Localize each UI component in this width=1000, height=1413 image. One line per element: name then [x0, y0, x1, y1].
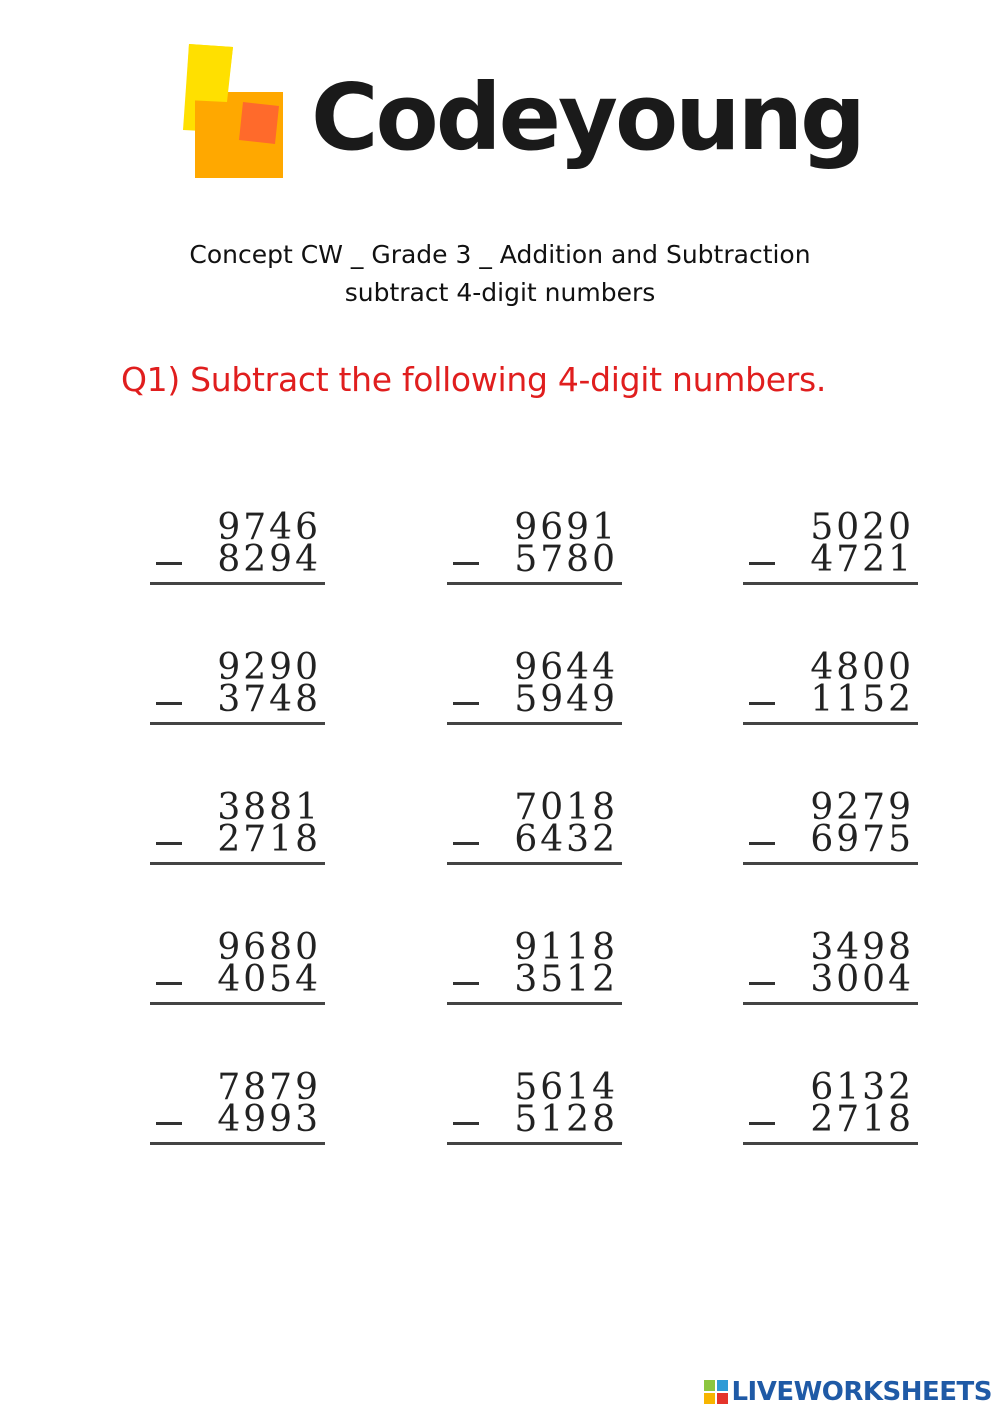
subtrahend: 4054	[217, 959, 321, 1000]
liveworksheets-watermark	[704, 1377, 992, 1407]
answer-line	[743, 862, 918, 865]
minus-sign	[156, 562, 182, 565]
minus-sign	[156, 982, 182, 985]
minuend: 3881	[217, 787, 321, 828]
subtrahend: 6432	[514, 819, 618, 860]
subtrahend: 5128	[514, 1099, 618, 1140]
minus-sign	[749, 1122, 775, 1125]
answer-line	[447, 862, 622, 865]
minuend: 9290	[217, 647, 321, 688]
watermark-text: LIVEWORKSHEETS	[731, 1377, 992, 1407]
minuend: 4800	[810, 647, 914, 688]
subtraction-problem-4	[150, 647, 325, 730]
answer-line	[150, 1142, 325, 1145]
minus-sign	[453, 702, 479, 705]
minus-sign	[749, 562, 775, 565]
subtrahend: 4721	[810, 539, 914, 580]
subtrahend: 6975	[810, 819, 914, 860]
minus-sign	[453, 842, 479, 845]
minus-sign	[453, 982, 479, 985]
minuend: 5614	[514, 1067, 618, 1108]
subtrahend: 3512	[514, 959, 618, 1000]
subtraction-problem-8	[447, 787, 622, 870]
codeyoung-logo	[183, 42, 863, 197]
minuend: 9746	[217, 507, 321, 548]
minus-sign	[453, 562, 479, 565]
minuend: 7879	[217, 1067, 321, 1108]
answer-line	[743, 722, 918, 725]
subtraction-problem-13	[150, 1067, 325, 1150]
minuend: 9279	[810, 787, 914, 828]
subtraction-problem-2	[447, 507, 622, 590]
answer-line	[447, 722, 622, 725]
subtrahend: 3748	[217, 679, 321, 720]
minuend: 9118	[514, 927, 618, 968]
answer-line	[743, 582, 918, 585]
minus-sign	[453, 1122, 479, 1125]
answer-line	[150, 862, 325, 865]
subtrahend: 1152	[810, 679, 914, 720]
minus-sign	[156, 842, 182, 845]
subtraction-problem-14	[447, 1067, 622, 1150]
minuend: 5020	[810, 507, 914, 548]
subtraction-problem-9	[743, 787, 918, 870]
subtrahend: 5949	[514, 679, 618, 720]
question-label: Q1) Subtract the following 4-digit numbers.	[121, 360, 827, 399]
subtrahend: 2718	[217, 819, 321, 860]
minuend: 9691	[514, 507, 618, 548]
subtrahend: 5780	[514, 539, 618, 580]
minuend: 9644	[514, 647, 618, 688]
subtraction-problem-5	[447, 647, 622, 730]
subtraction-problem-10	[150, 927, 325, 1010]
minuend: 3498	[810, 927, 914, 968]
answer-line	[150, 722, 325, 725]
subtraction-problem-12	[743, 927, 918, 1010]
minuend: 9680	[217, 927, 321, 968]
subtraction-problem-11	[447, 927, 622, 1010]
answer-line	[447, 1142, 622, 1145]
answer-line	[447, 582, 622, 585]
minus-sign	[749, 842, 775, 845]
subtraction-problem-7	[150, 787, 325, 870]
worksheet-title: Concept CW _ Grade 3 _ Addition and Subtraction	[189, 240, 811, 269]
answer-line	[743, 1142, 918, 1145]
subtrahend: 3004	[810, 959, 914, 1000]
answer-line	[447, 1002, 622, 1005]
liveworksheets-logo-icon	[704, 1380, 728, 1404]
codeyoung-logo-mark-icon	[183, 42, 293, 182]
subtrahend: 2718	[810, 1099, 914, 1140]
subtrahend: 4993	[217, 1099, 321, 1140]
answer-line	[150, 1002, 325, 1005]
worksheet-subtitle: subtract 4-digit numbers	[344, 278, 656, 307]
minus-sign	[749, 702, 775, 705]
subtraction-problem-15	[743, 1067, 918, 1150]
answer-line	[743, 1002, 918, 1005]
answer-line	[150, 582, 325, 585]
subtraction-problem-6	[743, 647, 918, 730]
subtraction-problem-1	[150, 507, 325, 590]
minuend: 7018	[514, 787, 618, 828]
codeyoung-wordmark: Codeyoung	[311, 64, 863, 171]
minus-sign	[749, 982, 775, 985]
subtraction-problem-3	[743, 507, 918, 590]
minus-sign	[156, 1122, 182, 1125]
minus-sign	[156, 702, 182, 705]
minuend: 6132	[810, 1067, 914, 1108]
subtrahend: 8294	[217, 539, 321, 580]
